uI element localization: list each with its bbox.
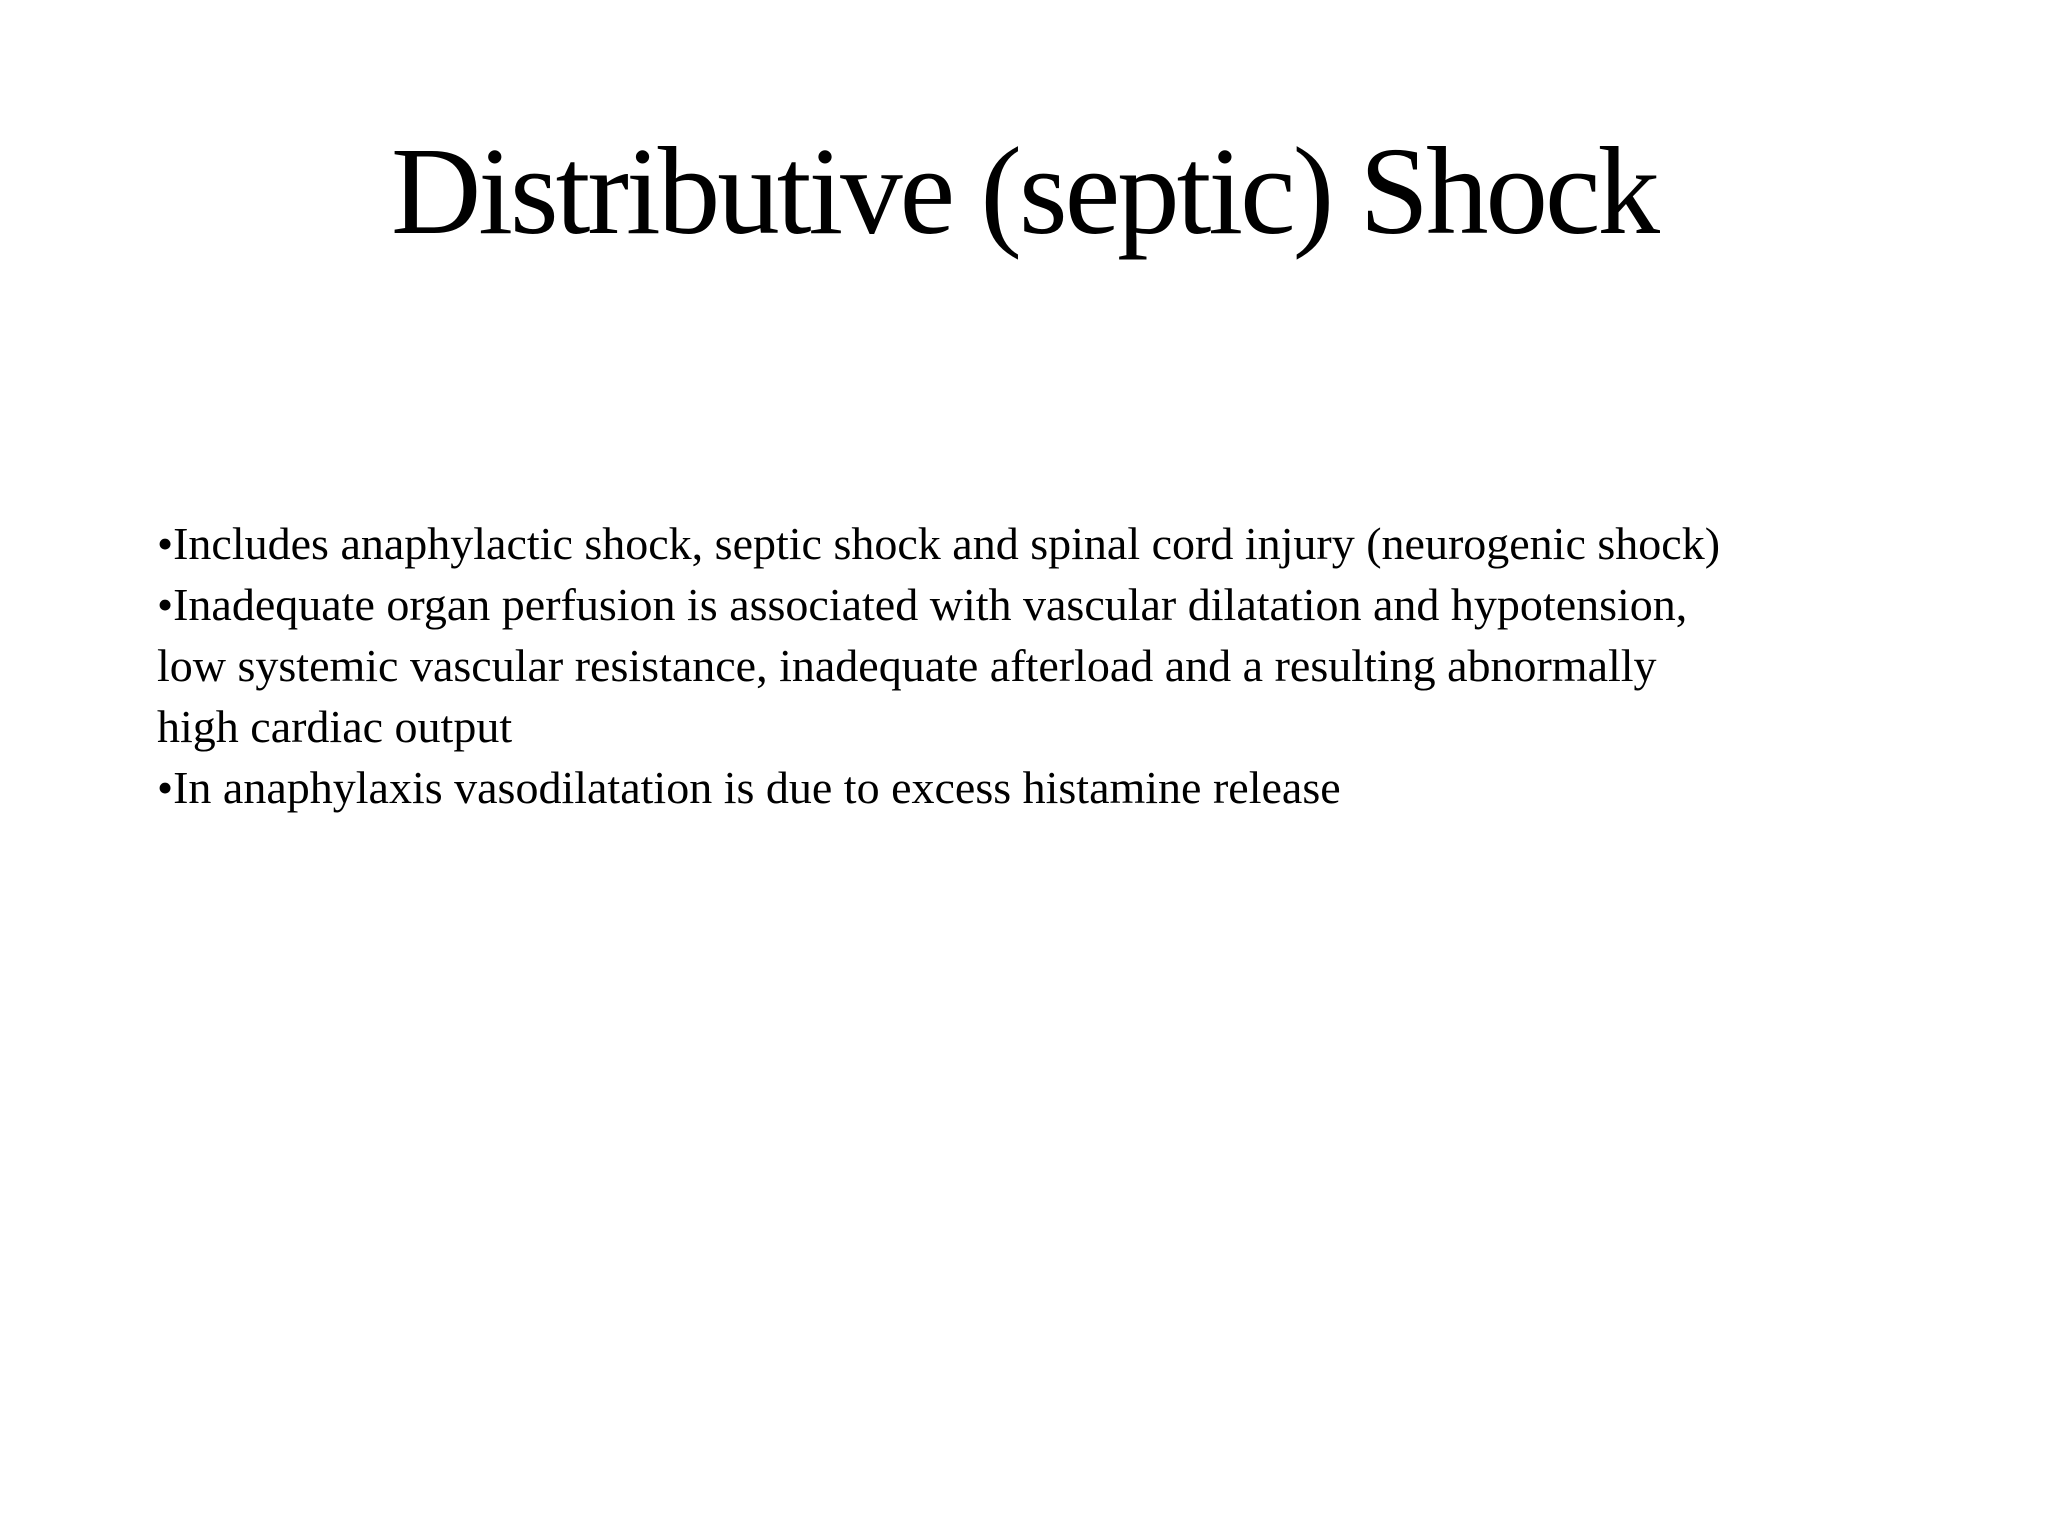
bullet-item: •In anaphylaxis vasodilatation is due to excess histamine release [157, 762, 1341, 813]
bullet-list [157, 513, 1937, 818]
bullet-item: •Includes anaphylactic shock, septic shock and spinal cord injury (neurogenic shock) [157, 518, 1721, 569]
bullet-item: •Inadequate organ perfusion is associated with vascular dilatation and hypotension, low systemic vascular resistance, inadequate afterload and a resulting abnormally high cardiac output [157, 579, 1688, 752]
slide-title: Distributive (septic) Shock [391, 123, 1657, 261]
